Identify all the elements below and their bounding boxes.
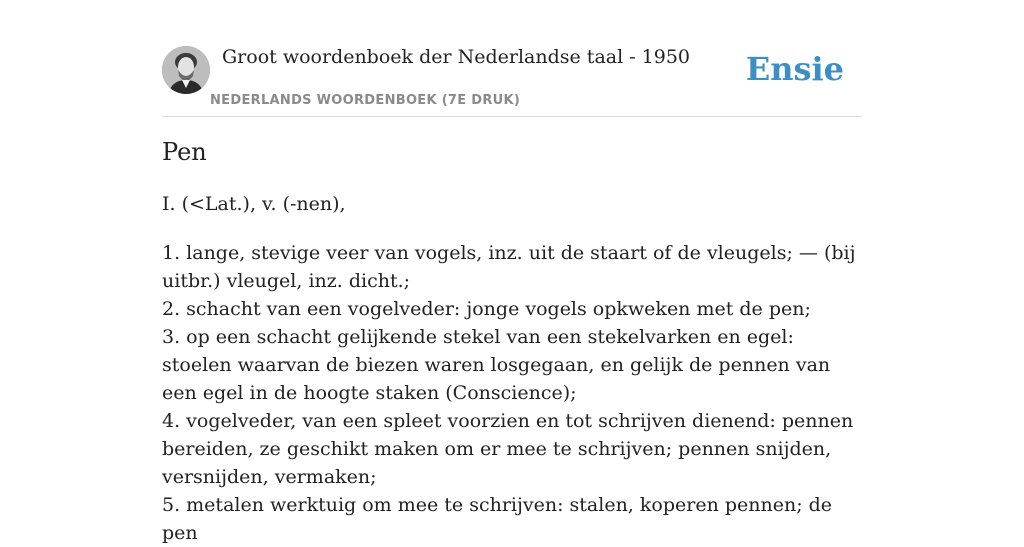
page-container xyxy=(162,0,862,544)
definition-item: 4. vogelveder, van een spleet voorzien en tot schrijven dienend: pennen bereiden, ze geschikt maken om er mee te schrijven; pennen snijden, versnijden, vermaken; xyxy=(162,410,854,488)
source-title[interactable]: Groot woordenboek der Nederlandse taal - 1950 xyxy=(222,46,691,68)
entry-grammar-head: I. (<Lat.), v. (-nen), xyxy=(162,193,346,215)
ensie-logo-link[interactable]: Ensie xyxy=(745,50,844,88)
entry-title: Pen xyxy=(162,138,207,166)
author-avatar[interactable] xyxy=(162,46,210,94)
definition-item: 3. op een schacht gelijkende stekel van een stekelvarken en egel: stoelen waarvan de biezen waren losgegaan, en gelijk de pennen van een egel in de hoogte staken (Conscience); xyxy=(162,326,831,404)
definition-item: 5. metalen werktuig om mee te schrijven: stalen, koperen pennen; de pen xyxy=(162,494,833,544)
definition-item: 2. schacht van een vogelveder: jonge vogels opkweken met de pen; xyxy=(162,298,811,320)
source-subtitle[interactable]: NEDERLANDS WOORDENBOEK (7E DRUK) xyxy=(210,93,521,108)
definition-list xyxy=(162,239,862,547)
definition-item: 1. lange, stevige veer van vogels, inz. uit de staart of de vleugels; — (bij uitbr.) vleugel, inz. dicht.; xyxy=(162,242,856,292)
source-header xyxy=(162,0,862,117)
author-portrait-icon xyxy=(162,46,210,94)
